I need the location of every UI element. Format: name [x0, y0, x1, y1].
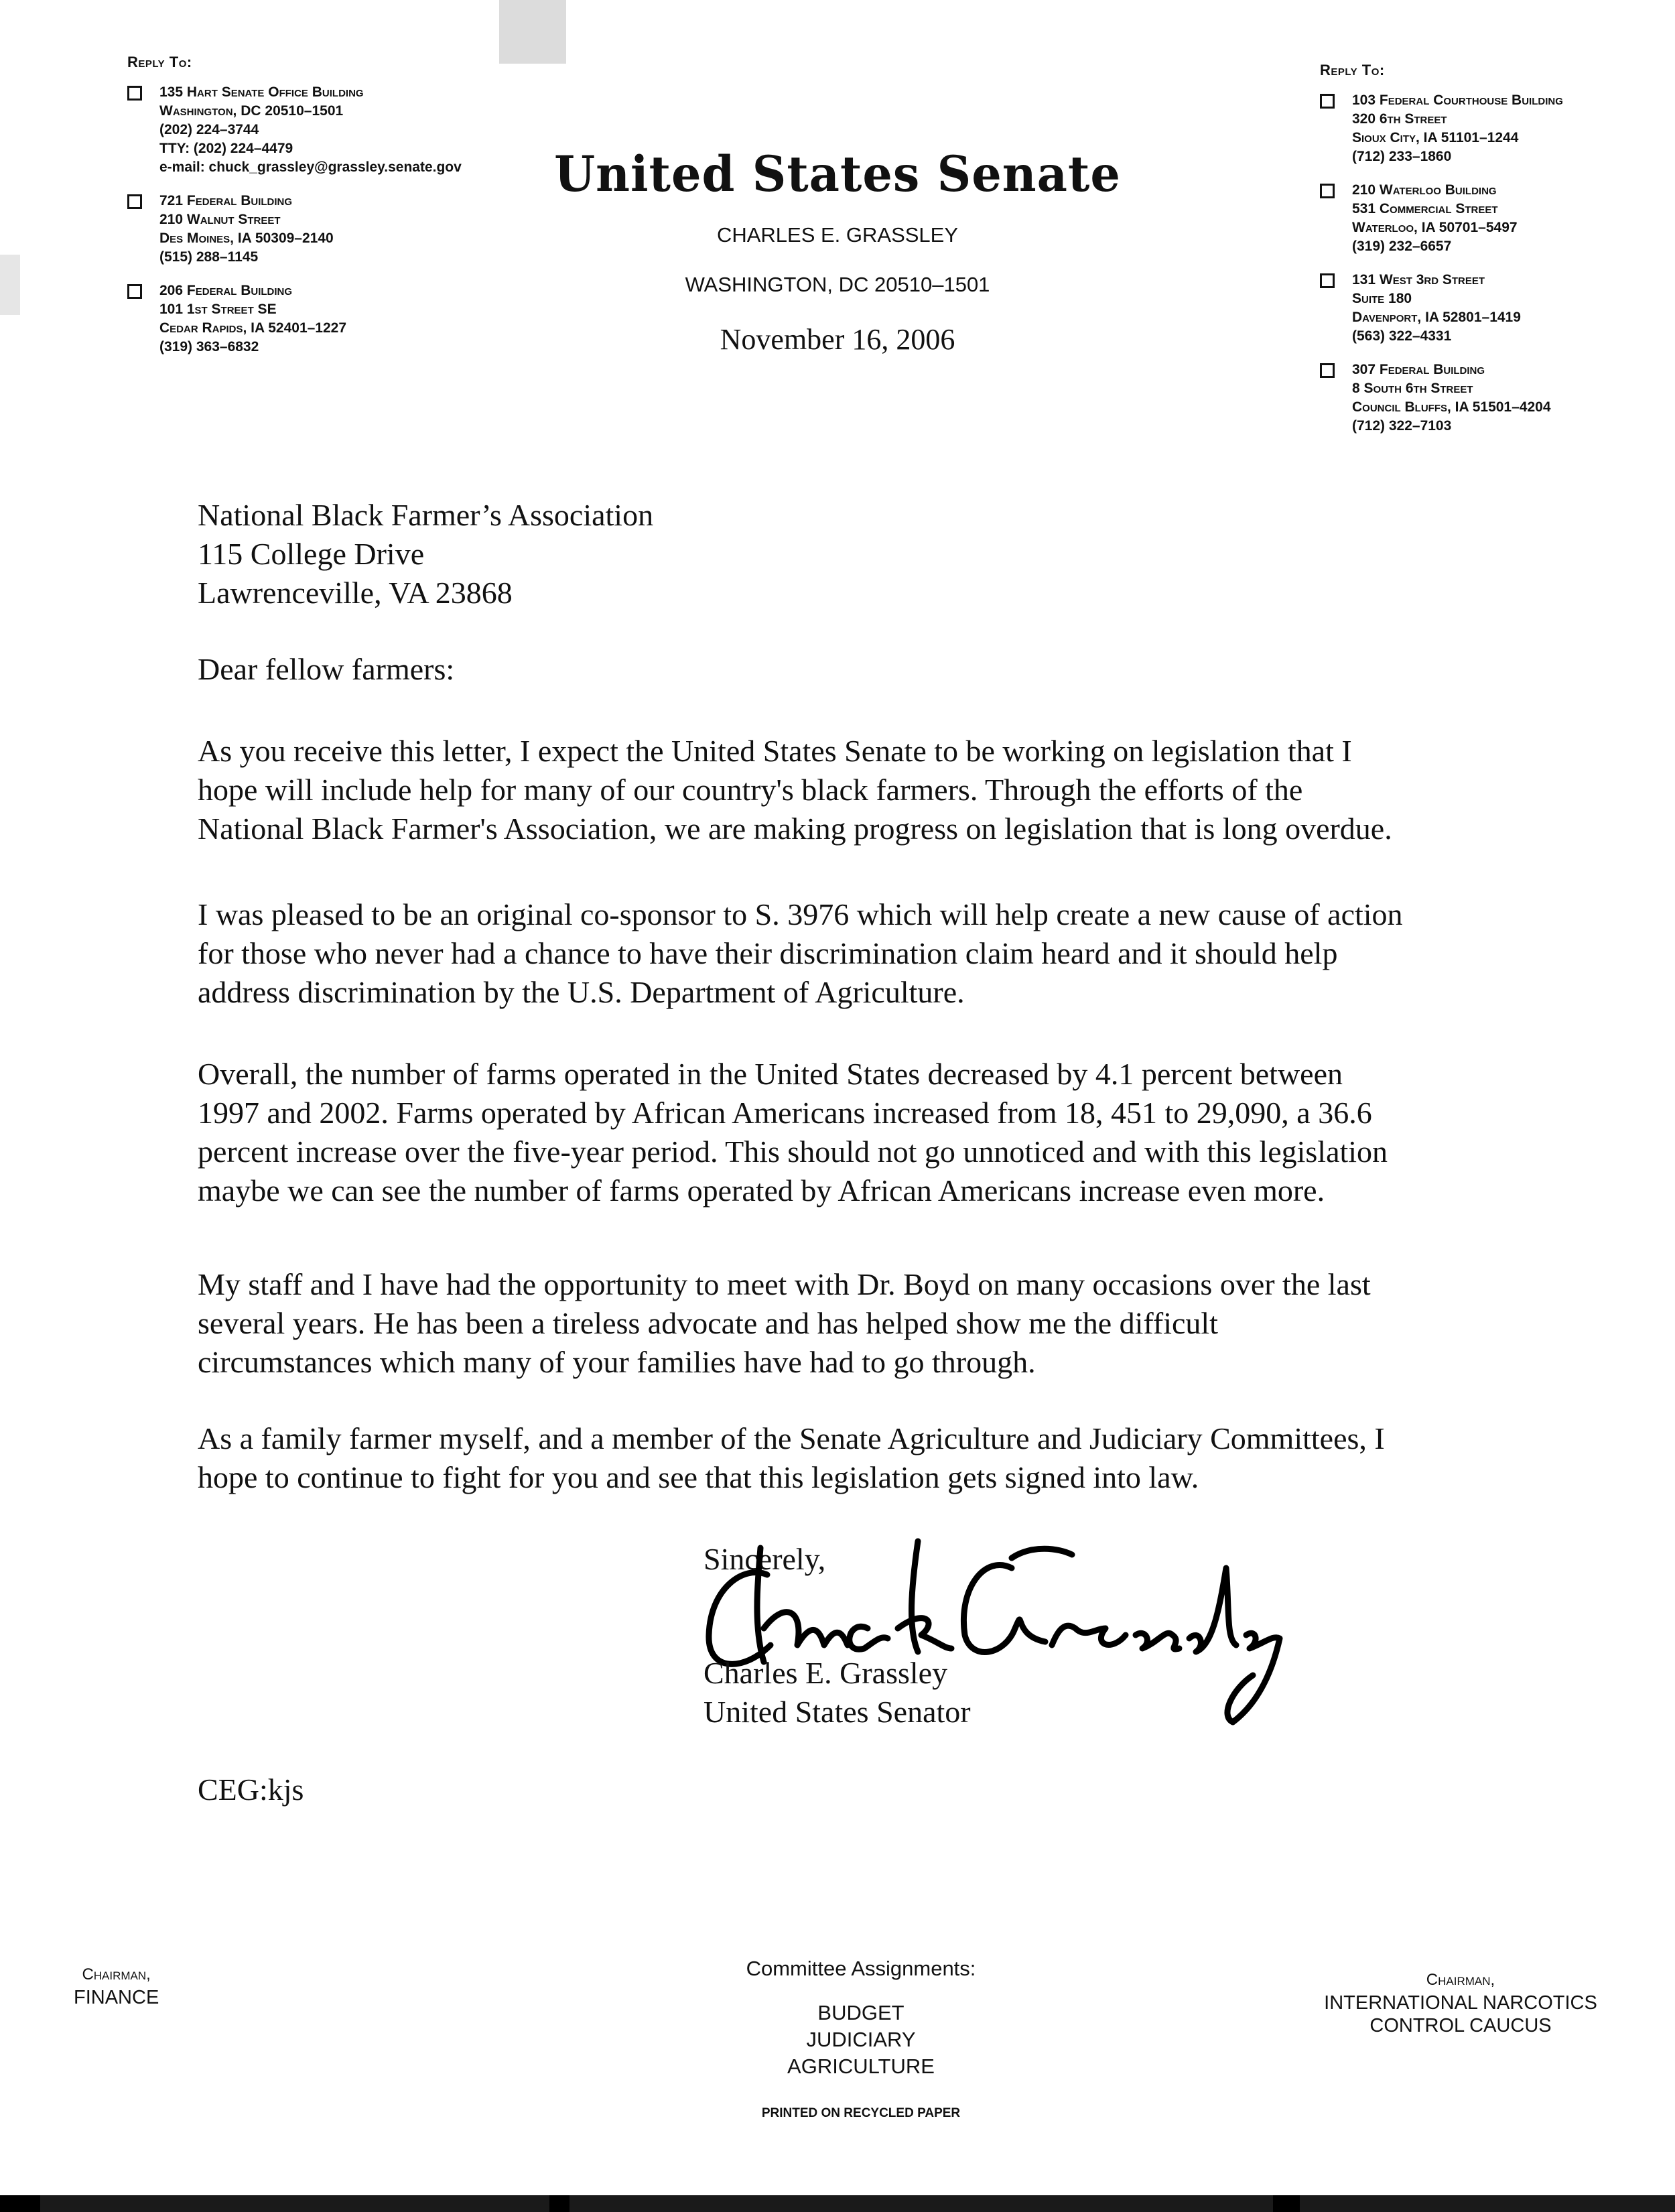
office-address: 307 Federal Building 8 South 6th Street Council Bluffs, IA 51501–4204 (712) 322–7103: [1320, 361, 1563, 436]
office-checkbox[interactable]: [127, 284, 142, 299]
office-checkbox[interactable]: [1320, 363, 1335, 378]
scan-edge-bar: [0, 2195, 1675, 2212]
recipient-address: [198, 496, 653, 612]
committee-heading: Committee Assignments:: [746, 1957, 976, 1980]
body-paragraph: Overall, the number of farms operated in the United States decreased by 4.1 percent between 1997 and 2002. Farms operated by African Americans increased from 18, 451 to 29,090, a 36.6 percent increase over the five-year period. This should not go unnoticed and with this legislation maybe we can see the number of farms operated by African Americans increase even more.: [198, 1057, 1388, 1208]
signer-title: United States Senator: [704, 1695, 971, 1729]
footer-left-committee: FINANCE: [74, 1987, 159, 2008]
body-paragraph: My staff and I have had the opportunity to meet with Dr. Boyd on many occasions over the last several years. He has been a tireless advocate and has helped show me the difficult circumstances which many of your families have had to go through.: [198, 1267, 1371, 1379]
office-address: 135 Hart Senate Office Building Washington, DC 20510–1501 (202) 224–3744 TTY: (202) 224–4479 e-mail: chuck_grassley@grassley.senate.gov: [127, 83, 462, 177]
recipient-name: National Black Farmer’s Association: [198, 498, 654, 532]
office-checkbox[interactable]: [1320, 184, 1335, 198]
office-address: 206 Federal Building 101 1st Street SE Cedar Rapids, IA 52401–1227 (319) 363–6832: [127, 281, 462, 356]
reply-to-label: Reply To:: [1320, 62, 1385, 78]
footer-committees: [710, 1955, 1012, 2127]
footer-right: [1293, 1969, 1628, 2037]
committee-item: JUDICIARY: [806, 2028, 916, 2051]
footer-right-caucus: CONTROL CAUCUS: [1369, 2015, 1552, 2036]
scan-smudge-top: [499, 0, 566, 64]
office-address: 131 West 3rd Street Suite 180 Davenport, IA 52801–1419 (563) 322–4331: [1320, 271, 1563, 346]
reply-to-left: [127, 54, 462, 371]
reference-initials: CEG:kjs: [198, 1772, 304, 1807]
office-checkbox[interactable]: [1320, 273, 1335, 288]
recipient-city: Lawrenceville, VA 23868: [198, 576, 513, 610]
closing: Sincerely,: [704, 1542, 826, 1576]
letterhead-center: [536, 144, 1139, 356]
senate-title: United States Senate: [554, 144, 1121, 204]
office-checkbox[interactable]: [1320, 94, 1335, 109]
footer-right-caucus: INTERNATIONAL NARCOTICS: [1324, 1992, 1597, 2014]
footer-right-role: Chairman,: [1426, 1971, 1495, 1989]
office-address: 721 Federal Building 210 Walnut Street Des Moines, IA 50309–2140 (515) 288–1145: [127, 192, 462, 267]
office-address: 103 Federal Courthouse Building 320 6th Street Sioux City, IA 51101–1244 (712) 233–1860: [1320, 91, 1563, 166]
salutation: Dear fellow farmers:: [198, 652, 455, 686]
reply-to-right: [1320, 62, 1563, 450]
senate-address: WASHINGTON, DC 20510–1501: [685, 273, 990, 296]
signer-block: [704, 1654, 971, 1732]
office-checkbox[interactable]: [127, 86, 142, 101]
recycled-note: PRINTED ON RECYCLED PAPER: [761, 2106, 961, 2120]
scan-smudge-left: [0, 255, 20, 315]
body-paragraph: As you receive this letter, I expect the United States Senate to be working on legislation that I hope will include help for many of our country's black farmers. Through the efforts of the National Black Farmer's Association, we are making progress on legislation that is long overdue.: [198, 734, 1392, 846]
committee-item: AGRICULTURE: [787, 2055, 935, 2078]
office-address: 210 Waterloo Building 531 Commercial Street Waterloo, IA 50701–5497 (319) 232–6657: [1320, 181, 1563, 256]
footer-left: [74, 1963, 159, 2009]
committee-item: BUDGET: [817, 2001, 904, 2024]
letter-date: November 16, 2006: [720, 323, 955, 356]
recipient-street: 115 College Drive: [198, 537, 425, 571]
reply-to-label: Reply To:: [127, 54, 192, 70]
senator-name: CHARLES E. GRASSLEY: [716, 223, 959, 247]
body-paragraph: As a family farmer myself, and a member of the Senate Agriculture and Judiciary Committees, I hope to continue to fight for you and see that this legislation gets signed into law.: [198, 1421, 1385, 1494]
office-checkbox[interactable]: [127, 194, 142, 209]
body-paragraph: I was pleased to be an original co-sponsor to S. 3976 which will help create a new cause of action for those who never had a chance to have their discrimination claim heard and it should help address discrimination by the U.S. Department of Agriculture.: [198, 897, 1403, 1009]
signer-name: Charles E. Grassley: [704, 1656, 948, 1690]
footer-left-role: Chairman,: [82, 1965, 151, 1983]
